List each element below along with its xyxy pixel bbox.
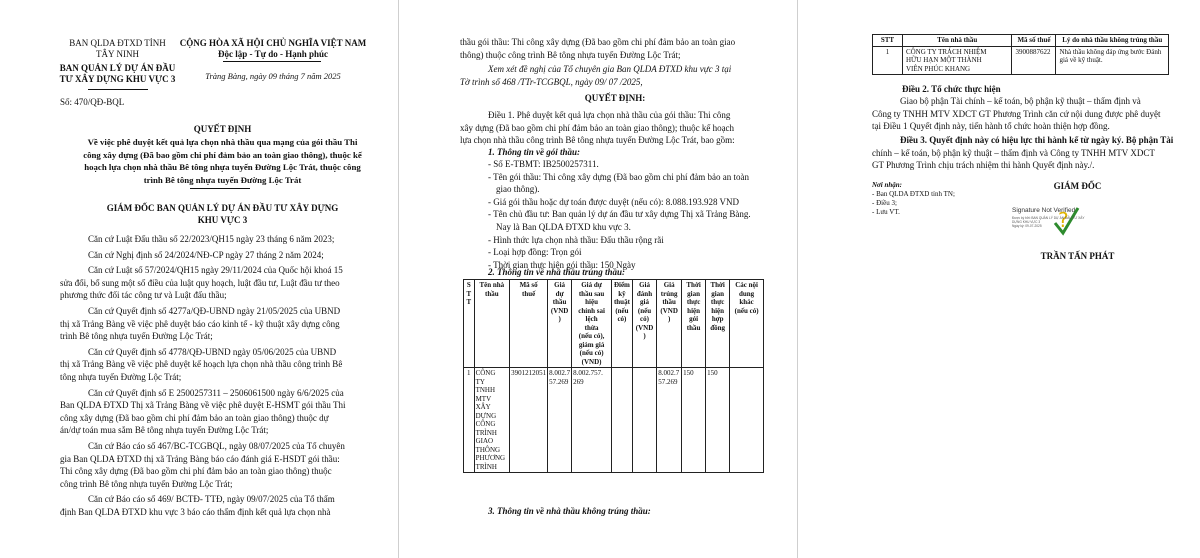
article-1 [460, 109, 770, 147]
legal-basis [60, 305, 360, 343]
signature-line: Ngày ký: 09-07-2025 [1012, 224, 1042, 228]
basis-line: Ban QLDA ĐTXD Thị xã Trảng Bàng về việc phê duyệt E-HSMT gói thầu Thi [60, 400, 346, 411]
text-line: lựa chọn nhà thầu công trình Bê tông nhựa tuyến Đường Lộc Trát, bao gồm: [460, 135, 735, 146]
subject-line: công xây dựng (Đã bao gồm chi phí đảm bảo an toàn giao thông), thuộc kế [83, 149, 362, 160]
article-3 [872, 134, 1178, 172]
text-line: thông) thuộc công trình Bê tông nhựa tuyến Đường Lộc Trát; [460, 49, 681, 60]
issuing-org-parent [55, 38, 180, 60]
info-line: Nay là Ban QLDA ĐTXD khu vực 3. [496, 221, 631, 232]
table-header-cell: Mã số thuế [1012, 35, 1056, 47]
subject-line: hoạch lựa chọn nhà thầu Bê tông nhựa tuyến Đường Lộc Trát, thuộc công [84, 162, 361, 173]
table-cell: Nhà thầu không đáp ứng bước Đánh giá về kỹ thuật. [1056, 46, 1169, 75]
text-line: thầu gói thầu: Thi công xây dựng (Đã bao gồm chi phí đảm bảo an toàn giao [460, 37, 736, 47]
basis-line: Căn cứ Báo cáo số 467/BC-TCGBQL, ngày 08/07/2025 của Tổ chuyên [88, 440, 345, 451]
director-title [60, 202, 385, 226]
article-2 [872, 95, 1178, 133]
org-line: TÂY NINH [96, 49, 139, 59]
legal-basis [60, 249, 360, 262]
table-header-cell: STT [873, 35, 903, 47]
recipient: - Điều 3; [872, 199, 897, 207]
table-header-cell: Giá trúng thầu (VND ) [657, 280, 682, 368]
signature-line: DỰNG KHU VỰC 3 [1012, 220, 1041, 224]
org-line: TƯ XÂY DỰNG KHU VỰC 3 [59, 74, 176, 84]
basis-line: Căn cứ Nghị định số 24/2024/NĐ-CP ngày 27 tháng 2 năm 2024; [88, 249, 324, 260]
table-header-row [873, 35, 1169, 47]
table-header-cell: Lý do nhà thầu không trúng thầu [1056, 35, 1169, 47]
text-line: chính – kế toán, bộ phận kỹ thuật – thẩm định và Công ty TNHH MTV XDCT [872, 147, 1155, 158]
basis-line: Căn cứ Quyết định số E 2500257311 – 2506061500 ngày 6/6/2025 của [88, 387, 344, 398]
table-cell: 8.002.7 57.269 [548, 368, 572, 473]
basis-line: Thi công xây dựng (Đã bao gồm chi phí đảm bảo an toàn giao thông) thuộc [60, 466, 332, 477]
table-header-cell: Giá đánh giá (nếu có) (VND ) [632, 280, 656, 368]
table-row [464, 368, 764, 473]
table-cell: CÔNG TY TNHH MTV XÂY DỰNG CÔNG TRÌNH GIAO THÔNG PHƯƠNG TRÌNH [474, 368, 510, 473]
info-line: - Giá gói thầu hoặc dự toán được duyệt (nếu có): 8.088.193.928 VND [488, 196, 740, 207]
svg-text:?: ? [1058, 208, 1069, 232]
table-header-cell: Tên nhà thầu [474, 280, 510, 368]
basis-line: tông nhựa tuyến Đường Lộc Trát; [60, 371, 182, 382]
text-line: Tờ trình số 468 /TTr-TCGBQL, ngày 09/ 07 /2025, [460, 76, 643, 87]
signature-status: Signature Not Verified [1012, 207, 1076, 214]
table-header-cell: Tên nhà thầu [902, 35, 1012, 47]
subject-line: Về việc phê duyệt kết quả lựa chọn nhà thầu qua mạng của gói thầu Thi [87, 137, 358, 147]
issuing-org [55, 63, 180, 85]
recipients-label: Nơi nhận: [872, 181, 903, 189]
article-3-first-line: Điều 3. Quyết định này có hiệu lực thi hành kể từ ngày ký. Bộ phận Tài [900, 135, 1174, 145]
digital-signature [1012, 207, 1122, 243]
text-line: Công ty TNHH MTV XDCT GT Phương Trình căn cứ nội dung được phê duyệt [872, 108, 1161, 119]
table-cell: 8.002.757. 269 [572, 368, 612, 473]
info-line: - Số E-TBMT: IB2500257311. [488, 159, 599, 169]
continued-text [460, 36, 770, 61]
document-page-2 [400, 0, 796, 558]
section-2-title: 2. Thông tin về nhà thầu trúng thầu: [488, 267, 626, 277]
legal-basis [60, 440, 360, 490]
basis-line: trình Bê tông nhựa tuyến Đường Lộc Trát; [60, 331, 213, 342]
table-header-cell: Mã số thuế [510, 280, 548, 368]
legal-basis [60, 264, 360, 302]
table-cell: 3900887622 [1012, 46, 1056, 75]
text-line [872, 134, 1178, 147]
decision-label: QUYẾT ĐỊNH [193, 124, 252, 134]
table-header-cell: Thời gian thực hiện gói thầu [682, 280, 706, 368]
basis-line: thị xã Trảng Bàng về việc phê duyệt kế hoạch lựa chọn nhà thầu công trình Bê [60, 359, 343, 370]
basis-line: gia Ban QLDA ĐTXD thị xã Trảng Bàng báo cáo đánh giá E-HSDT gói thầu: [60, 453, 340, 464]
org-line: BAN QLDA ĐTXD TỈNH [69, 38, 166, 48]
org-line: BAN QUẢN LÝ DỰ ÁN ĐẦU [59, 63, 176, 73]
table-header-cell: Các nội dung khác (nếu có) [730, 280, 764, 368]
title-line: GIÁM ĐỐC BAN QUẢN LÝ DỰ ÁN ĐẦU TƯ XÂY DỰNG [106, 203, 339, 213]
table-cell [612, 368, 633, 473]
basis-line: sửa đổi, bổ sung một số điều của luật quy hoạch, luật đầu tư, Luật đầu tư theo [60, 277, 340, 288]
article-2-title: Điều 2. Tổ chức thực hiện [902, 84, 1001, 94]
basis-line: án/dự toán mua sắm Bê tông nhựa tuyến Đường Lộc Trát; [60, 425, 269, 436]
document-page-1 [0, 0, 397, 558]
table-cell [632, 368, 656, 473]
signer-title: GIÁM ĐỐC [1053, 181, 1102, 191]
text-line: GT Phương Trình chịu trách nhiệm thi hành Quyết định này./. [872, 160, 1095, 171]
table-cell: 1 [873, 46, 903, 75]
proposal [460, 63, 770, 88]
basis-line: phương thức đối tác công tư và Luật đấu thầu; [60, 290, 227, 301]
text-line: Xem xét đề nghị của Tổ chuyên gia Ban QLDA ĐTXD khu vực 3 tại [488, 64, 732, 74]
table-cell: 150 [682, 368, 706, 473]
signature-details [1012, 216, 1084, 228]
text-line: xây dựng (Đã bao gồm chi phí đảm bảo an toàn giao thông); thuộc kế hoạch [460, 122, 735, 133]
basis-line: công trình Bê tông nhựa tuyến Đường Lộc Trát; [60, 478, 233, 489]
basis-line: Căn cứ Luật số 57/2024/QH15 ngày 29/11/2024 của Quốc hội khoá 15 [88, 265, 343, 276]
subject-line: trình Bê tông nhựa tuyến Đường Lộc Trát [143, 174, 302, 185]
legal-basis [60, 387, 360, 437]
table-header-cell: Thời gian thực hiện hợp đồng [706, 280, 730, 368]
title-line: KHU VỰC 3 [197, 215, 248, 225]
legal-bases [60, 233, 360, 518]
recipient: - Lưu VT. [872, 208, 900, 216]
basis-line: công xây dựng (Đã bao gồm chi phí đảm bảo an toàn giao thông) thuộc dự [60, 412, 329, 423]
text-line: Điều 1. Phê duyệt kết quả lựa chọn nhà thầu của gói thầu: Thi công [488, 110, 731, 120]
table-cell: 3901212051 [510, 368, 548, 473]
place-date: Tràng Bàng, ngày 09 tháng 7 năm 2025 [205, 71, 341, 81]
text-line: tại Điều 1 Quyết định này, tiến hành tổ chức hoàn thiện hợp đồng. [872, 121, 1110, 132]
legal-basis [60, 233, 360, 246]
basis-line: Căn cứ Quyết định số 4277a/QĐ-UBND ngày 21/05/2025 của UBND [88, 305, 341, 316]
table-header-cell: Giá dự thầu (VND ) [548, 280, 572, 368]
legal-basis [60, 493, 360, 518]
recipients [872, 190, 955, 217]
info-line: - Thời gian thực hiện gói thầu: 150 Ngày [488, 259, 636, 270]
package-info [488, 158, 778, 271]
basis-line: Căn cứ Luật Đấu thầu số 22/2023/QH15 ngày 23 tháng 6 năm 2023; [88, 234, 335, 244]
table-header-cell: S T T [464, 280, 475, 368]
table-cell: 8.002.7 57.269 [657, 368, 682, 473]
national-title: CỘNG HÒA XÃ HỘI CHỦ NGHĨA VIỆT NAM [179, 38, 367, 48]
section-1-title: 1. Thông tin về gói thầu: [488, 147, 581, 157]
loser-table [872, 34, 1169, 75]
recipient: - Ban QLDA ĐTXD tỉnh TN; [872, 190, 955, 198]
table-cell: 1 [464, 368, 475, 473]
basis-line: định Ban QLDA ĐTXD khu vực 3 báo cáo thẩm định kết quả lựa chọn nhà [60, 506, 331, 517]
table-header-cell: Giá dự thầu sau hiệu chỉnh sai lệch thừa (nếu có), giảm giá (nếu có) (VND) [572, 280, 612, 368]
signer-name: TRẦN TẤN PHÁT [1040, 251, 1115, 261]
info-line: giao thông). [496, 184, 540, 195]
doc-number: Số: 470/QĐ-BQL [60, 97, 125, 107]
section-3-title: 3. Thông tin về nhà thầu không trúng thầu: [488, 506, 651, 516]
decision-subject [60, 136, 385, 186]
text-line: Giao bộ phận Tài chính – kế toán, bộ phận kỹ thuật – thẩm định và [900, 96, 1141, 106]
basis-line: thị xã Trảng Bàng về việc phê duyệt báo cáo kinh tế - kỹ thuật xây dựng công [60, 318, 340, 329]
info-line: - Loại hợp đồng: Trọn gói [488, 247, 582, 258]
signature-line: Được ký bởi: BAN QUẢN LÝ DỰ ÁN ĐẦU TƯ XÂY [1012, 216, 1085, 220]
table-header-row [464, 280, 764, 368]
basis-line: Căn cứ Quyết định số 4778/QĐ-UBND ngày 05/06/2025 của UBND [88, 346, 337, 357]
table-cell: CÔNG TY TRÁCH NHIỆM HỮU HẠN MỘT THÀNH VIÊN PHÚC KHANG [902, 46, 1012, 75]
info-line: - Hình thức lựa chọn nhà thầu: Đấu thầu rộng rãi [488, 234, 664, 245]
national-motto: Độc lập - Tự do - Hạnh phúc [217, 49, 328, 59]
info-line: - Tên chủ đầu tư: Ban quản lý dự án đầu tư xây dựng Thị xã Trảng Bàng. [488, 209, 751, 220]
winner-table [463, 279, 764, 473]
legal-basis [60, 346, 360, 384]
table-row [873, 46, 1169, 75]
table-cell: 150 [706, 368, 730, 473]
basis-line: Căn cứ Báo cáo số 469/ BCTĐ- TTĐ, ngày 09/07/2025 của Tổ thẩm [88, 494, 335, 505]
decide-label: QUYẾT ĐỊNH: [584, 93, 646, 103]
table-header-cell: Điểm kỹ thuật (nếu có) [612, 280, 633, 368]
document-page-3 [800, 0, 1200, 558]
info-line: - Tên gói thầu: Thi công xây dựng (Đã bao gồm chi phí đảm bảo an toàn [488, 171, 749, 182]
table-cell [730, 368, 764, 473]
